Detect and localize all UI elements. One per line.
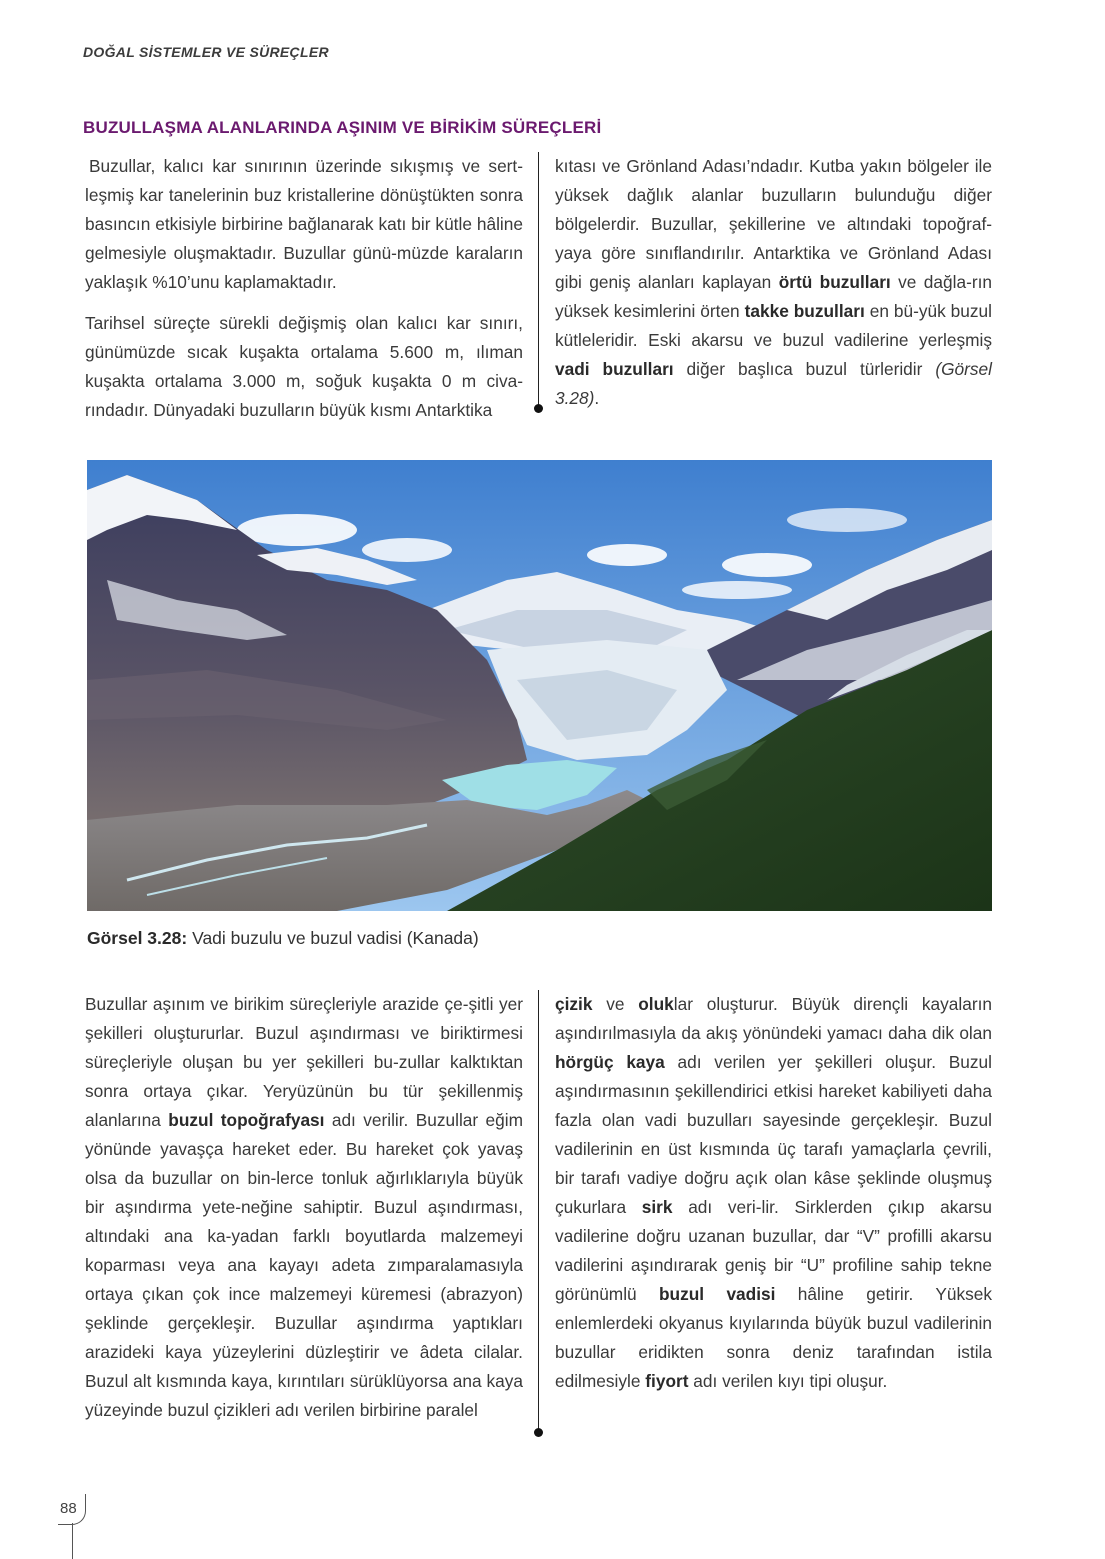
figure-caption (87, 928, 479, 949)
page-number-line (72, 1523, 73, 1559)
column-divider-bottom (538, 990, 539, 1431)
paragraph-buzul-turleri: kıtası ve Grönland Adası’ndadır. Kutba yakın bölgeler ile yüksek dağlık alanlar buzulların bulunduğu diğer bölgelerdir. Buzullar, şekillerine ve altındaki topoğraf-yaya göre sınıflandırılır. Antarktika ve Grönland Adası gibi geniş alanları kaplayan örtü buzulları ve dağla-rın yüksek kesimlerini örten takke buzulları en bü-yük buzul kütleleridir. Eski akarsu ve buzul vadilerine yerleşmiş vadi buzulları diğer başlıca buzul türleridir (Görsel 3.28). (555, 156, 992, 408)
paragraph-kar-siniri: Tarihsel süreçte sürekli değişmiş olan kalıcı kar sınırı, günümüzde sıcak kuşakta ortalama 5.600 m, ılıman kuşakta ortalama 3.000 m, soğuk kuşakta 0 m civa-rındadır. Dünyadaki buzulların büyük kısmı Antarktika (85, 313, 523, 420)
term-vadi-buzullari: vadi buzulları (555, 359, 674, 379)
column-divider-dot-top (534, 404, 543, 413)
page-number: 88 (60, 1500, 77, 1517)
caption-label: Görsel 3.28: (87, 928, 188, 948)
term-ortu-buzullari: örtü buzulları (778, 272, 891, 292)
term-oluk: oluk (638, 994, 674, 1014)
column-divider-dot-bottom (534, 1428, 543, 1437)
section-title: BUZULLAŞMA ALANLARINDA AŞINIM VE BİRİKİM SÜREÇLERİ (83, 118, 602, 137)
term-takke-buzullari: takke buzulları (744, 301, 865, 321)
bottom-left-column (85, 990, 523, 1425)
glacier-valley-photo (87, 460, 992, 911)
paragraph-buzul-asinim: Buzullar aşınım ve birikim süreçleriyle arazide çe-şitli yer şekilleri oluştururlar. Buzul aşındırması ve biriktirmesi süreçleriyle oluşan bu yer şekilleri bu-zullar kalktıktan sonra ortaya çıkar. Yeryüzünün bu tür şekillenmiş alanlarına buzul topoğrafyası adı verilir. Buzullar eğim yönünde yavaşça hareket eder. Bu hareket çok yavaş olsa da buzullar on bin-lerce tonluk ağırlıklarıyla büyük bir aşındırma yete-neğine sahiptir. Buzul aşındırması, altındaki ana ka-yadan farklı boyutlarda malzemeyi koparması veya ana kayayı adeta zımparalamasıyla ortaya çıkan çok ince malzemeyi küremesi (abrazyon) şeklinde gerçekleşir. Buzullar aşındırma yaptıkları arazideki kaya yüzeylerini düzleştirir ve âdeta cilalar. Buzul alt kısmında kaya, kırıntıları sürüklüyorsa ana kaya yüzeyinde buzul çizikleri adı verilen birbirine paralel (85, 994, 523, 1420)
term-fiyort: fiyort (645, 1371, 689, 1391)
term-buzul-vadisi: buzul vadisi (659, 1284, 776, 1304)
bottom-right-column (555, 990, 992, 1396)
figure-reference: (Görsel 3.28) (555, 359, 992, 408)
top-right-column (555, 152, 992, 413)
paragraph-buzul-sekilleri: çizik ve oluklar oluşturur. Büyük dirençli kayaların aşındırılmasıyla da akış yönündeki yamacı daha dik olan hörgüç kaya adı verilen yer şekilleri oluşur. Buzul aşındırmasının şekillendirici etkisi hareket kabiliyeti daha fazla olan vadi buzulları sayesinde gerçekleşir. Buzul vadilerinin en üst kısmında üç tarafı yamaçlarla çevrili, bir tarafı vadiye doğru açık olan kâse şeklinde oluşmuş çukurlara sirk adı veri-lir. Sirklerden çıkıp akarsu vadilerine doğru uzanan buzullar, dar “V” profilli akarsu vadilerini aşındırarak geniş bir “U” profiline sahip tekne görünümlü buzul vadisi hâline getirir. Yüksek enlemlerdeki okyanus kıyılarında büyük buzul vadilerinin buzullar eridikten sonra deniz tarafından istila edilmesiyle fiyort adı verilen kıyı tipi oluşur. (555, 994, 993, 1391)
term-cizik: çizik (555, 994, 593, 1014)
caption-text: Vadi buzulu ve buzul vadisi (Kanada) (187, 928, 479, 948)
running-head: DOĞAL SİSTEMLER VE SÜREÇLER (83, 44, 329, 60)
top-left-column (85, 152, 523, 425)
term-horguc-kaya: hörgüç kaya (555, 1052, 665, 1072)
paragraph-buzul-tanim: Buzullar, kalıcı kar sınırının üzerinde sıkışmış ve sert-leşmiş kar tanelerinin buz kristallerine dönüştükten sonra basıncın etkisiyle birbirine bağlanarak katı bir kütle hâline gelmesiyle oluşmaktadır. Buzullar günü-müzde karaların yaklaşık %10’unu kaplamaktadır. (85, 156, 523, 292)
column-divider-top (538, 152, 539, 408)
term-sirk: sirk (641, 1197, 673, 1217)
term-buzul-topografyasi: buzul topoğrafyası (168, 1110, 325, 1130)
